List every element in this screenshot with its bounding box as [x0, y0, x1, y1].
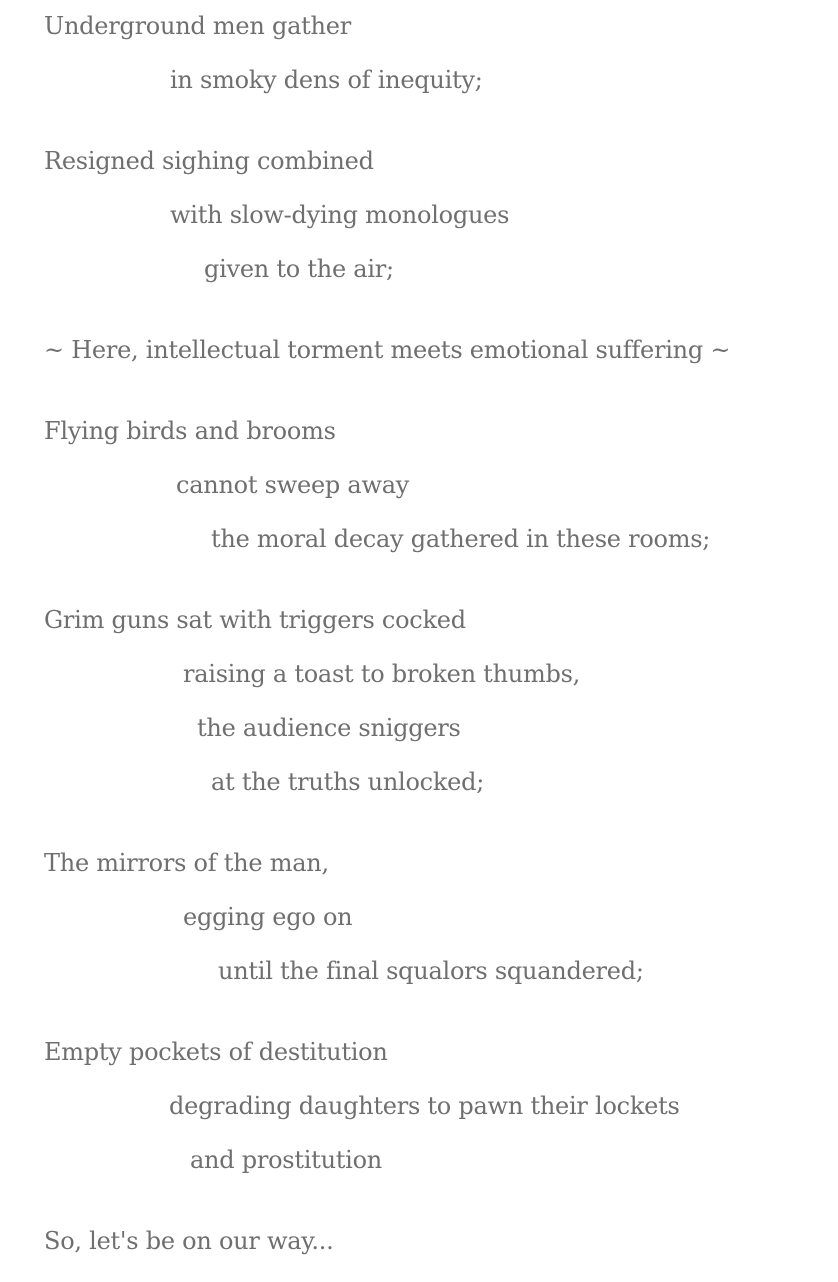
- poem-line: The mirrors of the man,: [44, 849, 329, 877]
- poem-line: egging ego on: [183, 903, 353, 931]
- poem-line: Resigned sighing combined: [44, 147, 374, 175]
- poem-line: given to the air;: [204, 255, 394, 283]
- poem-line: Flying birds and brooms: [44, 417, 336, 445]
- poem-line: the moral decay gathered in these rooms;: [211, 525, 711, 553]
- poem-line: at the truths unlocked;: [211, 768, 485, 796]
- poem-line: So, let's be on our way...: [44, 1227, 334, 1255]
- poem-line: Underground men gather: [44, 12, 351, 40]
- poem-line: the audience sniggers: [197, 714, 461, 742]
- poem-line: raising a toast to broken thumbs,: [183, 660, 581, 688]
- poem-line: cannot sweep away: [176, 471, 410, 499]
- poem-line: Empty pockets of destitution: [44, 1038, 388, 1066]
- poem-line: ~ Here, intellectual torment meets emotional suffering ~: [44, 336, 731, 364]
- poem-line: degrading daughters to pawn their lockets: [169, 1092, 680, 1120]
- poem-line: with slow-dying monologues: [170, 201, 510, 229]
- poem-line: in smoky dens of inequity;: [170, 66, 483, 94]
- poem-line: and prostitution: [190, 1146, 383, 1174]
- poem-line: until the final squalors squandered;: [218, 957, 644, 985]
- poem-line: Grim guns sat with triggers cocked: [44, 606, 466, 634]
